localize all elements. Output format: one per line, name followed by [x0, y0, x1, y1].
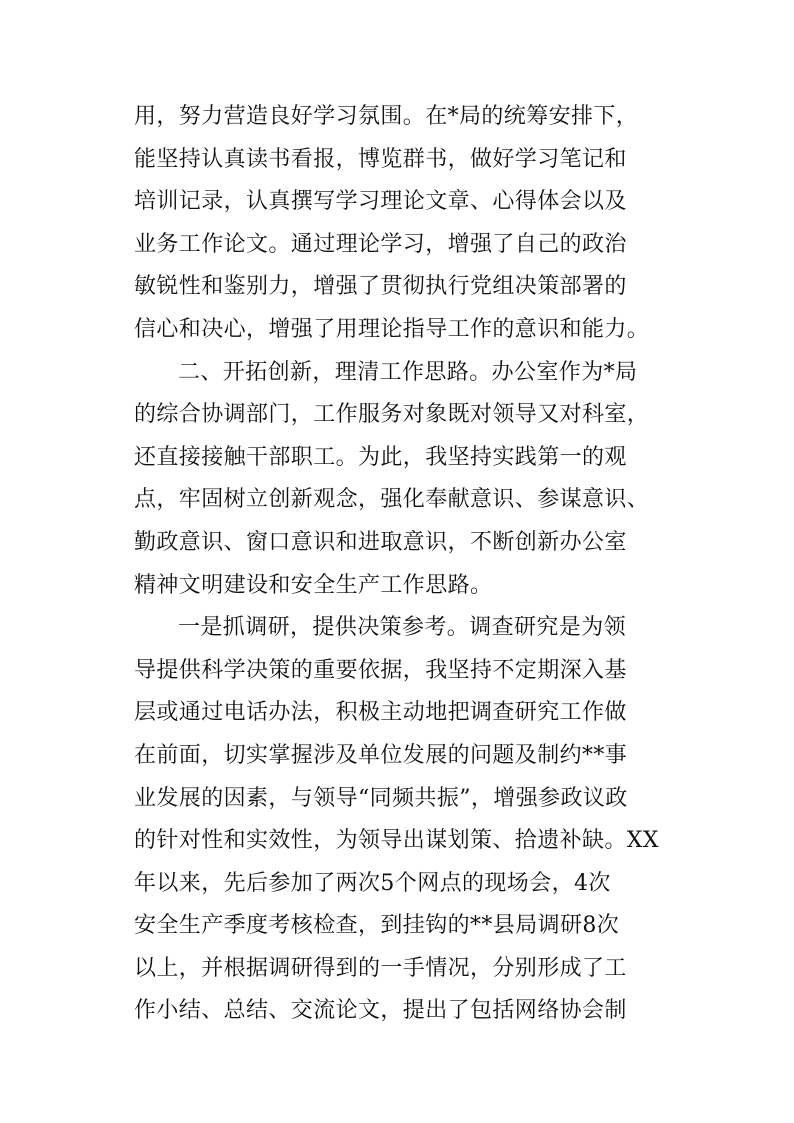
text-line: 精神文明建设和安全生产工作思路。	[134, 572, 493, 598]
body-text	[134, 96, 664, 1033]
text-line: 能坚持认真读书看报，博览群书，做好学习笔记和	[134, 146, 627, 172]
text-line: 业务工作论文。通过理论学习，增强了自己的政治	[134, 231, 627, 257]
text-line: 用，努力营造良好学习氛围。在*局的统筹安排下，	[134, 104, 639, 129]
text-line: 业发展的因素，与领导“同频共振”，增强参政议政	[134, 785, 628, 811]
text-line: 信心和决心，增强了用理论指导工作的意识和能力。	[134, 316, 650, 342]
text-line: 安全生产季度考核检查，到挂钩的**县局调研8次	[134, 913, 620, 939]
text-line: 在前面，切实掌握涉及单位发展的问题及制约**事	[134, 742, 628, 768]
paragraph-start-line: 一是抓调研，提供决策参考。调查研究是为领	[178, 615, 627, 641]
text-line: 还直接接触干部职工。为此，我坚持实践第一的观	[134, 444, 627, 470]
text-line: 点，牢固树立创新观念，强化奉献意识、参谋意识、	[134, 487, 650, 513]
text-line: 勤政意识、窗口意识和进取意识，不断创新办公室	[134, 529, 627, 555]
text-line: 导提供科学决策的重要依据，我坚持不定期深入基	[134, 657, 627, 683]
paragraph-start-line: 二、开拓创新，理清工作思路。办公室作为*局	[178, 359, 638, 385]
text-line: 的针对性和实效性，为领导出谋划策、拾遗补缺。XX	[134, 828, 659, 854]
text-line: 作小结、总结、交流论文，提出了包括网络协会制	[134, 998, 627, 1024]
text-line: 年以来，先后参加了两次5个网点的现场会，4次	[134, 870, 611, 896]
text-line: 培训记录，认真撰写学习理论文章、心得体会以及	[134, 189, 627, 215]
text-line: 的综合协调部门，工作服务对象既对领导又对科室，	[134, 402, 650, 428]
text-line: 敏锐性和鉴别力，增强了贯彻执行党组决策部署的	[134, 274, 627, 300]
text-line: 层或通过电话办法，积极主动地把调查研究工作做	[134, 700, 627, 726]
text-line: 以上，并根据调研得到的一手情况，分别形成了工	[134, 955, 627, 981]
